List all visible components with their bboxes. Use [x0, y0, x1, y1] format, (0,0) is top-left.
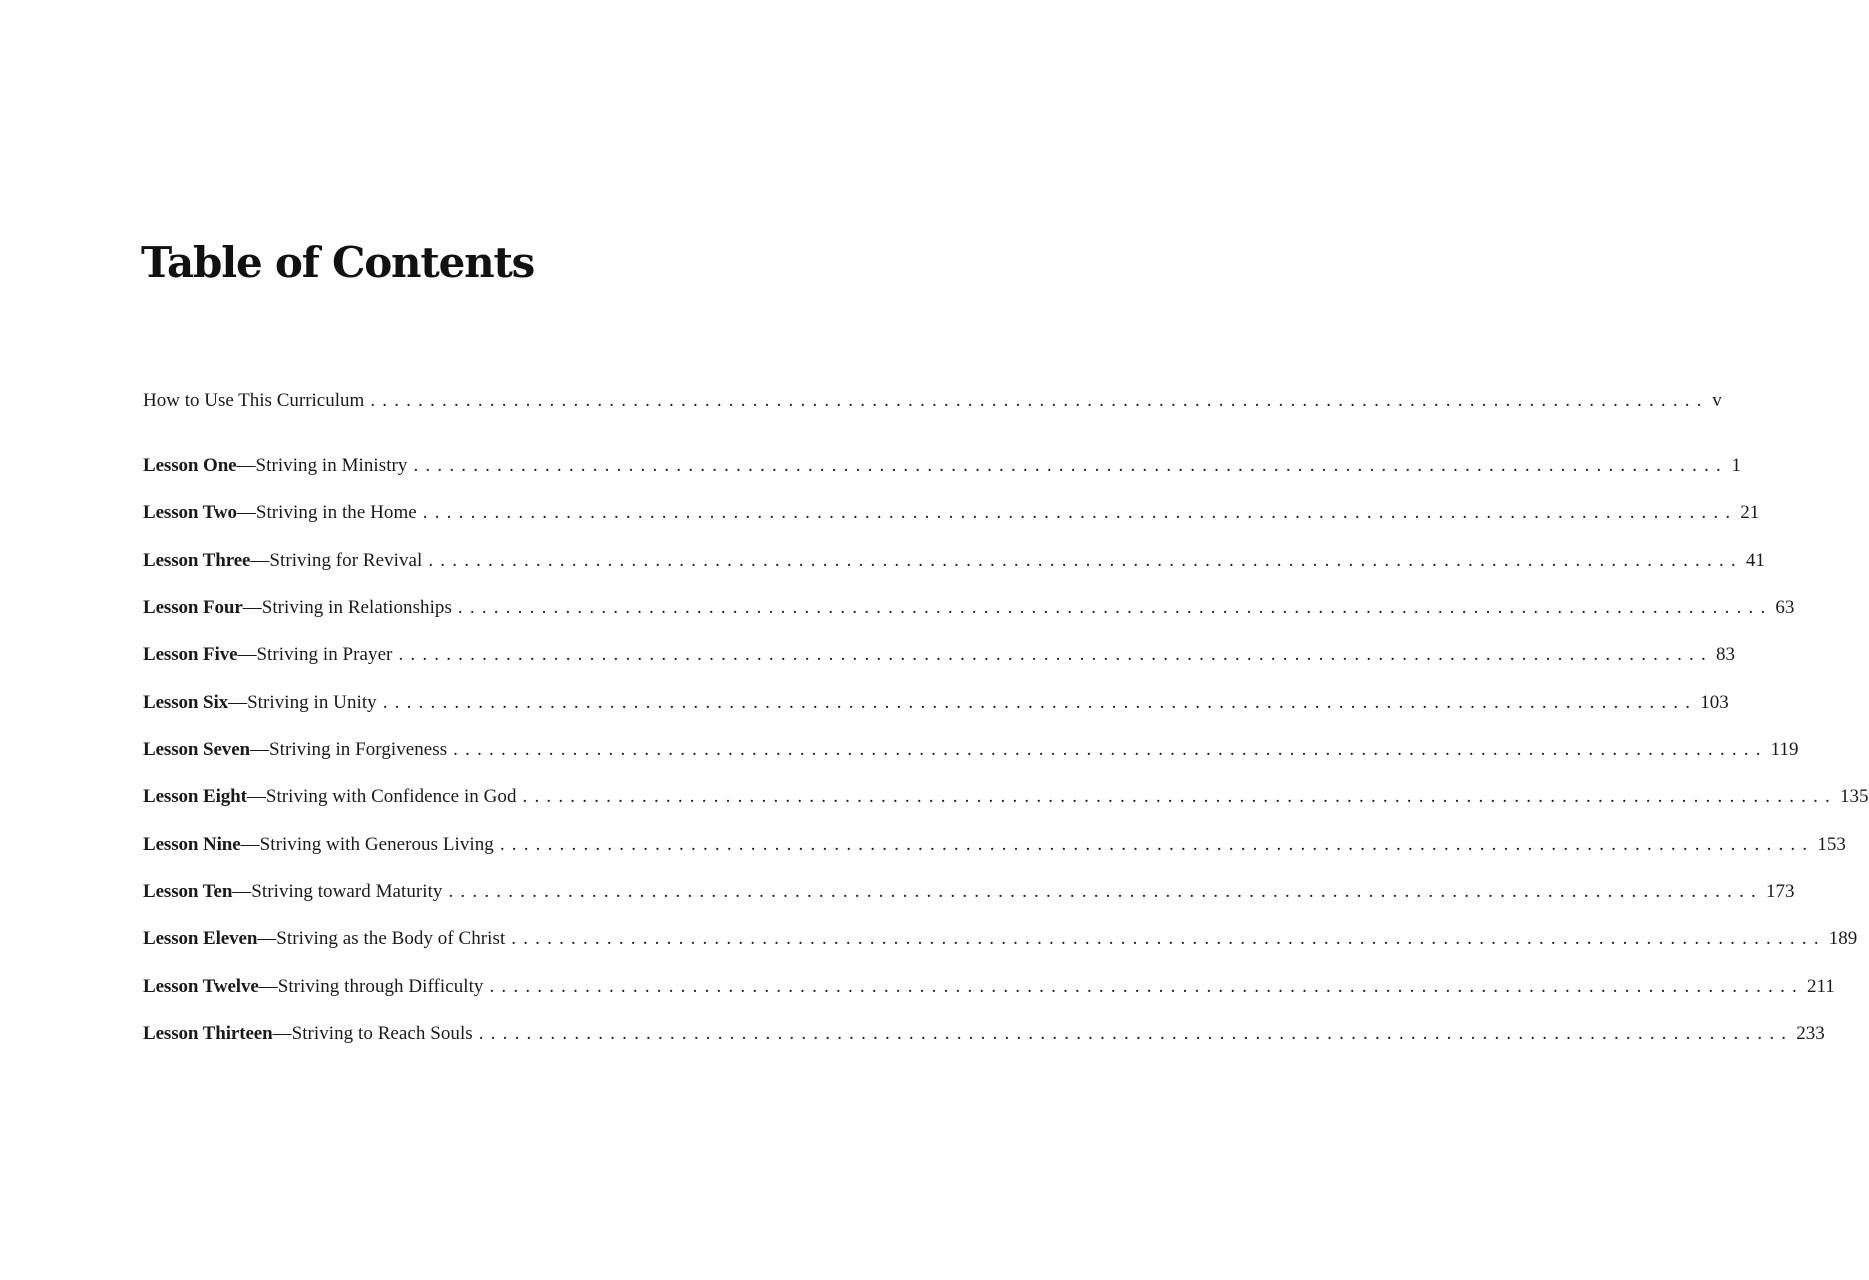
toc-entry-introduction[interactable]: [143, 388, 1722, 453]
lesson-topic: Striving through Difficulty: [277, 975, 484, 997]
lesson-number: Lesson Twelve: [143, 975, 259, 997]
lesson-topic: Striving as the Body of Christ: [276, 928, 506, 950]
lesson-number: Lesson One: [143, 455, 237, 476]
toc-entry-lesson[interactable]: [143, 690, 1729, 737]
em-dash-separator: —: [242, 597, 262, 619]
em-dash-separator: —: [236, 455, 256, 476]
lesson-topic: Striving to Reach Souls: [291, 1023, 473, 1045]
dot-leader: ..............................................................................................................: [428, 549, 1743, 571]
toc-entry-lesson[interactable]: [143, 926, 1858, 973]
lesson-number: Lesson Seven: [143, 739, 251, 761]
toc-entry-lesson[interactable]: [143, 879, 1795, 926]
lesson-number: Lesson Six: [143, 691, 229, 713]
toc-page-number: 173: [1765, 881, 1795, 903]
table-of-contents: [143, 388, 1869, 1068]
toc-page-number: 21: [1740, 502, 1760, 524]
dot-leader: ..............................................................................................................: [457, 597, 1773, 619]
toc-entry-lesson[interactable]: [143, 832, 1846, 879]
lesson-number: Lesson Two: [143, 502, 237, 524]
em-dash-separator: —: [240, 833, 260, 855]
em-dash-separator: —: [237, 644, 257, 666]
lesson-topic: Striving in Unity: [247, 691, 377, 713]
toc-page-number: 63: [1775, 597, 1795, 619]
toc-page-number: 1: [1731, 455, 1741, 476]
lesson-number: Lesson Five: [143, 644, 238, 666]
lesson-number: Lesson Eleven: [143, 928, 258, 950]
lesson-number: Lesson Thirteen: [143, 1023, 273, 1045]
lesson-topic: Striving in Prayer: [256, 644, 393, 666]
lesson-topic: Striving in Relationships: [261, 597, 452, 619]
toc-entry-lesson[interactable]: [143, 974, 1835, 1021]
toc-entry-lesson[interactable]: [143, 548, 1765, 595]
dot-leader: ..............................................................................................................: [478, 1023, 1794, 1045]
toc-entry-lesson[interactable]: [143, 737, 1799, 784]
lesson-number: Lesson Four: [143, 597, 243, 619]
toc-page-number: 211: [1806, 975, 1835, 997]
em-dash-separator: —: [272, 1023, 292, 1045]
em-dash-separator: —: [232, 881, 252, 903]
toc-page-number: 153: [1817, 833, 1846, 855]
dot-leader: ..............................................................................................................: [382, 691, 1698, 713]
toc-entry-lesson[interactable]: [143, 784, 1869, 831]
lesson-topic: Striving in Ministry: [255, 455, 408, 476]
dot-leader: ..............................................................................................................: [489, 975, 1804, 997]
lesson-topic: Striving with Generous Living: [259, 833, 494, 855]
lesson-list: [143, 453, 1869, 1068]
lesson-number: Lesson Ten: [143, 881, 233, 903]
toc-page-number: 41: [1745, 549, 1765, 571]
lesson-topic: Striving in the Home: [255, 502, 417, 524]
toc-page-number: 189: [1828, 928, 1858, 950]
em-dash-separator: —: [258, 975, 278, 997]
toc-page-number: v: [1712, 390, 1722, 411]
lesson-topic: Striving toward Maturity: [251, 881, 443, 903]
lesson-topic: Striving for Revival: [269, 549, 423, 571]
toc-entry-lesson[interactable]: [143, 642, 1735, 689]
em-dash-separator: —: [246, 786, 266, 808]
em-dash-separator: —: [250, 549, 270, 571]
dot-leader: ..............................................................................................................: [522, 786, 1837, 808]
dot-leader: ..............................................................................................................: [398, 644, 1713, 666]
toc-entry-lesson[interactable]: [143, 500, 1760, 547]
toc-entry-lesson[interactable]: [143, 595, 1795, 642]
lesson-topic: Striving with Confidence in God: [265, 786, 517, 808]
dot-leader: ..............................................................................................................: [422, 502, 1738, 524]
dot-leader: ................................................................................................................: [370, 390, 1709, 411]
toc-page-number: 103: [1700, 691, 1729, 713]
toc-entry-label: How to Use This Curriculum: [143, 390, 365, 411]
dot-leader: ..............................................................................................................: [499, 833, 1815, 855]
em-dash-separator: —: [250, 739, 270, 761]
toc-entry-lesson[interactable]: [143, 453, 1741, 500]
dot-leader: ..............................................................................................................: [413, 455, 1728, 476]
dot-leader: ..............................................................................................................: [511, 928, 1826, 950]
dot-leader: ..............................................................................................................: [453, 739, 1768, 761]
lesson-number: Lesson Eight: [143, 786, 247, 808]
em-dash-separator: —: [257, 928, 277, 950]
toc-page-number: 135: [1840, 786, 1869, 808]
em-dash-separator: —: [236, 502, 256, 524]
lesson-number: Lesson Three: [143, 549, 251, 571]
toc-page-number: 233: [1796, 1023, 1825, 1045]
dot-leader: ..............................................................................................................: [448, 881, 1763, 903]
toc-entry-lesson[interactable]: [143, 1021, 1825, 1068]
lesson-number: Lesson Nine: [143, 833, 241, 855]
lesson-topic: Striving in Forgiveness: [269, 739, 448, 761]
em-dash-separator: —: [228, 691, 248, 713]
page-title: Table of Contents: [141, 238, 535, 287]
toc-page-number: 83: [1715, 644, 1735, 666]
toc-page-number: 119: [1770, 739, 1799, 761]
